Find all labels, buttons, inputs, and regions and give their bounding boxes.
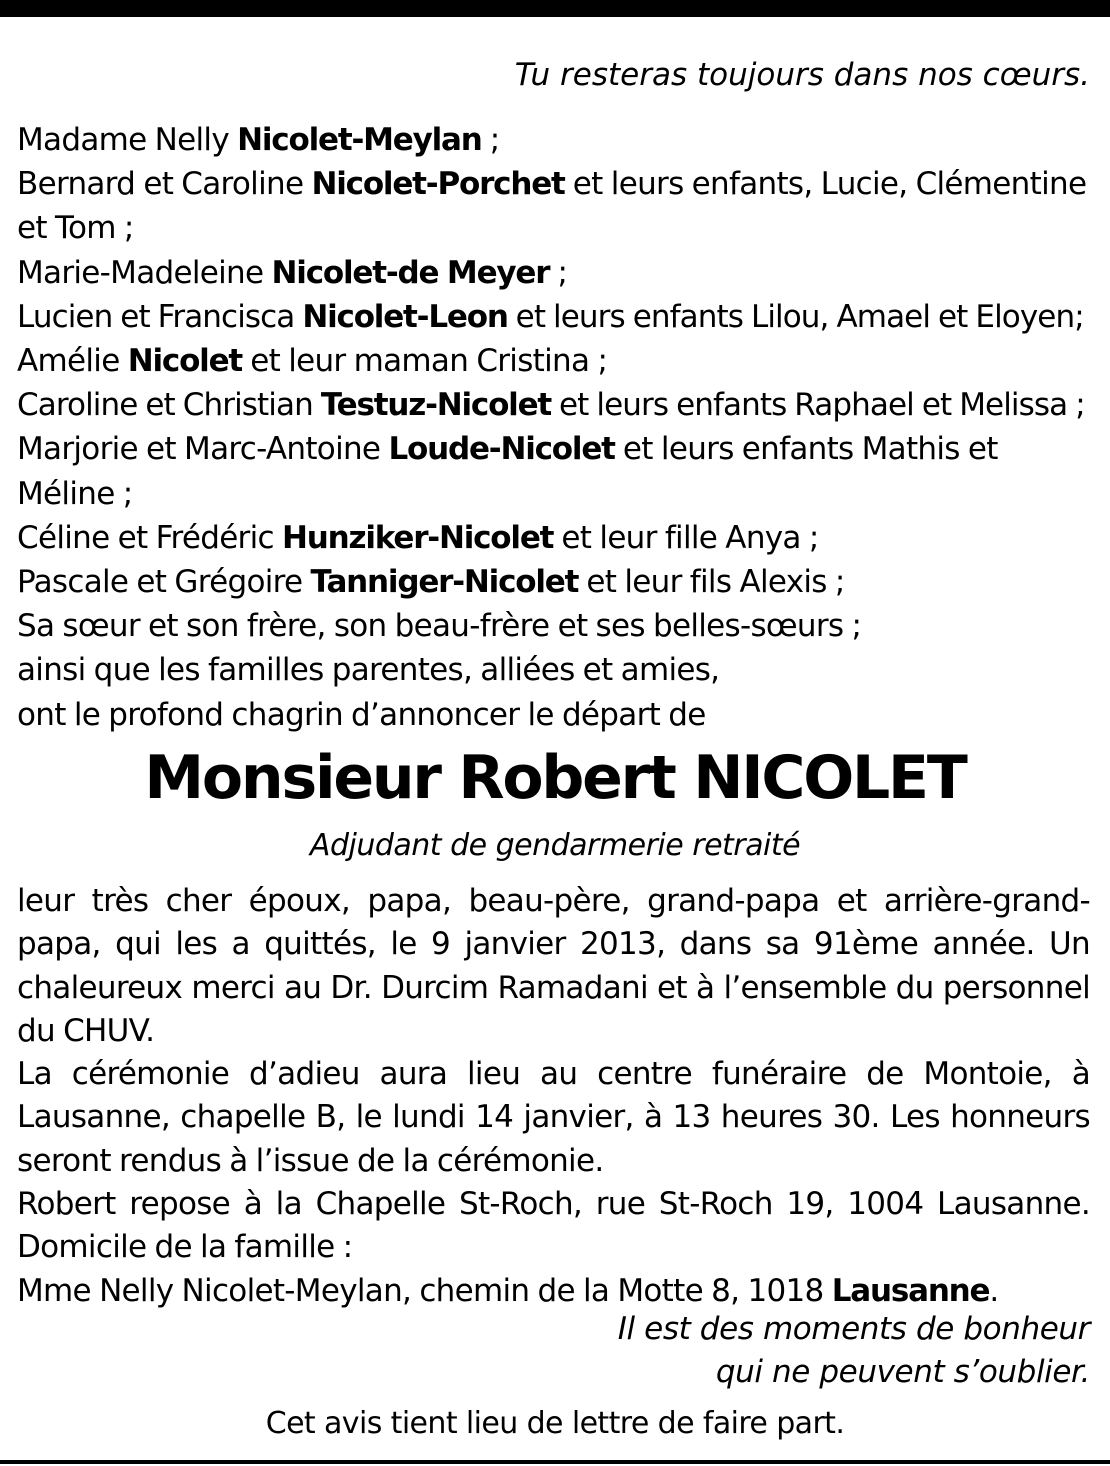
- paragraph: La cérémonie d’adieu aura lieu au centre funéraire de Montoie, à Lausanne, chapelle B, le lundi 14 janvier, à 13 heures 30. Les honneurs seront rendus à l’issue de la cérémonie.: [17, 1056, 1090, 1179]
- deceased-name: Monsieur Robert NICOLET: [144, 743, 966, 813]
- family-line: Marie-Madeleine Nicolet-de Meyer ;: [17, 254, 568, 291]
- family-line: Madame Nelly Nicolet-Meylan ;: [17, 122, 500, 158]
- family-line: Lucien et Francisca Nicolet-Leon et leurs enfants Lilou, Amael et Eloyen;: [17, 298, 1084, 335]
- family-surname: Nicolet-Porchet: [311, 166, 565, 203]
- family-surname: Nicolet-Leon: [302, 298, 508, 335]
- family-line: ont le profond chagrin d’annoncer le départ de: [17, 696, 706, 733]
- notice-footer: Cet avis tient lieu de lettre de faire part.: [265, 1406, 845, 1441]
- family-line: Pascale et Grégoire Tanniger-Nicolet et leur fils Alexis ;: [17, 564, 845, 601]
- family-surname: Nicolet-de Meyer: [271, 254, 550, 291]
- family-surname: Hunziker-Nicolet: [282, 519, 554, 556]
- announcement-body: [17, 880, 1090, 1313]
- family-line: Bernard et Caroline Nicolet-Porchet et leurs enfants, Lucie, Clémentine: [17, 166, 1087, 203]
- epigraph: Tu resteras toujours dans nos cœurs.: [514, 57, 1090, 93]
- family-address: Mme Nelly Nicolet-Meylan, chemin de la Motte 8, 1018 Lausanne.: [17, 1272, 999, 1309]
- deceased-title: Adjudant de gendarmerie retraité: [309, 828, 801, 863]
- closing-quote: [20, 1308, 1090, 1394]
- address-city: Lausanne: [831, 1272, 990, 1309]
- family-line: Caroline et Christian Testuz-Nicolet et leurs enfants Raphael et Melissa ;: [17, 387, 1085, 424]
- family-surname: Loude-Nicolet: [388, 431, 615, 468]
- bottom-border-rule: [0, 1460, 1110, 1464]
- family-surname: Nicolet-Meylan: [237, 122, 482, 158]
- closing-line: Il est des moments de bonheur: [617, 1311, 1090, 1347]
- family-list: [17, 118, 1092, 737]
- paragraph: Robert repose à la Chapelle St-Roch, rue St-Roch 19, 1004 Lausanne. Domicile de la famille :: [17, 1186, 1090, 1266]
- family-line: Marjorie et Marc-Antoine Loude-Nicolet et leurs enfants Mathis et: [17, 431, 998, 468]
- family-line: Céline et Frédéric Hunziker-Nicolet et leur fille Anya ;: [17, 519, 819, 556]
- closing-line: qui ne peuvent s’oublier.: [715, 1354, 1090, 1390]
- family-line: Méline ;: [17, 475, 133, 512]
- family-surname: Testuz-Nicolet: [320, 387, 552, 424]
- paragraph: leur très cher époux, papa, beau-père, grand-papa et arrière-grand-papa, qui les a quittés, le 9 janvier 2013, dans sa 91ème année. Un chaleureux merci au Dr. Durcim Ramadani et à l’ensemble du personnel du CHUV.: [17, 883, 1090, 1049]
- family-surname: Tanniger-Nicolet: [310, 564, 579, 601]
- family-line: et Tom ;: [17, 210, 134, 247]
- top-border-rule: [0, 0, 1110, 17]
- family-line: ainsi que les familles parentes, alliées et amies,: [17, 652, 720, 689]
- family-surname: Nicolet: [127, 343, 243, 380]
- family-line: Sa sœur et son frère, son beau-frère et ses belles-sœurs ;: [17, 608, 862, 645]
- family-line: Amélie Nicolet et leur maman Cristina ;: [17, 343, 608, 380]
